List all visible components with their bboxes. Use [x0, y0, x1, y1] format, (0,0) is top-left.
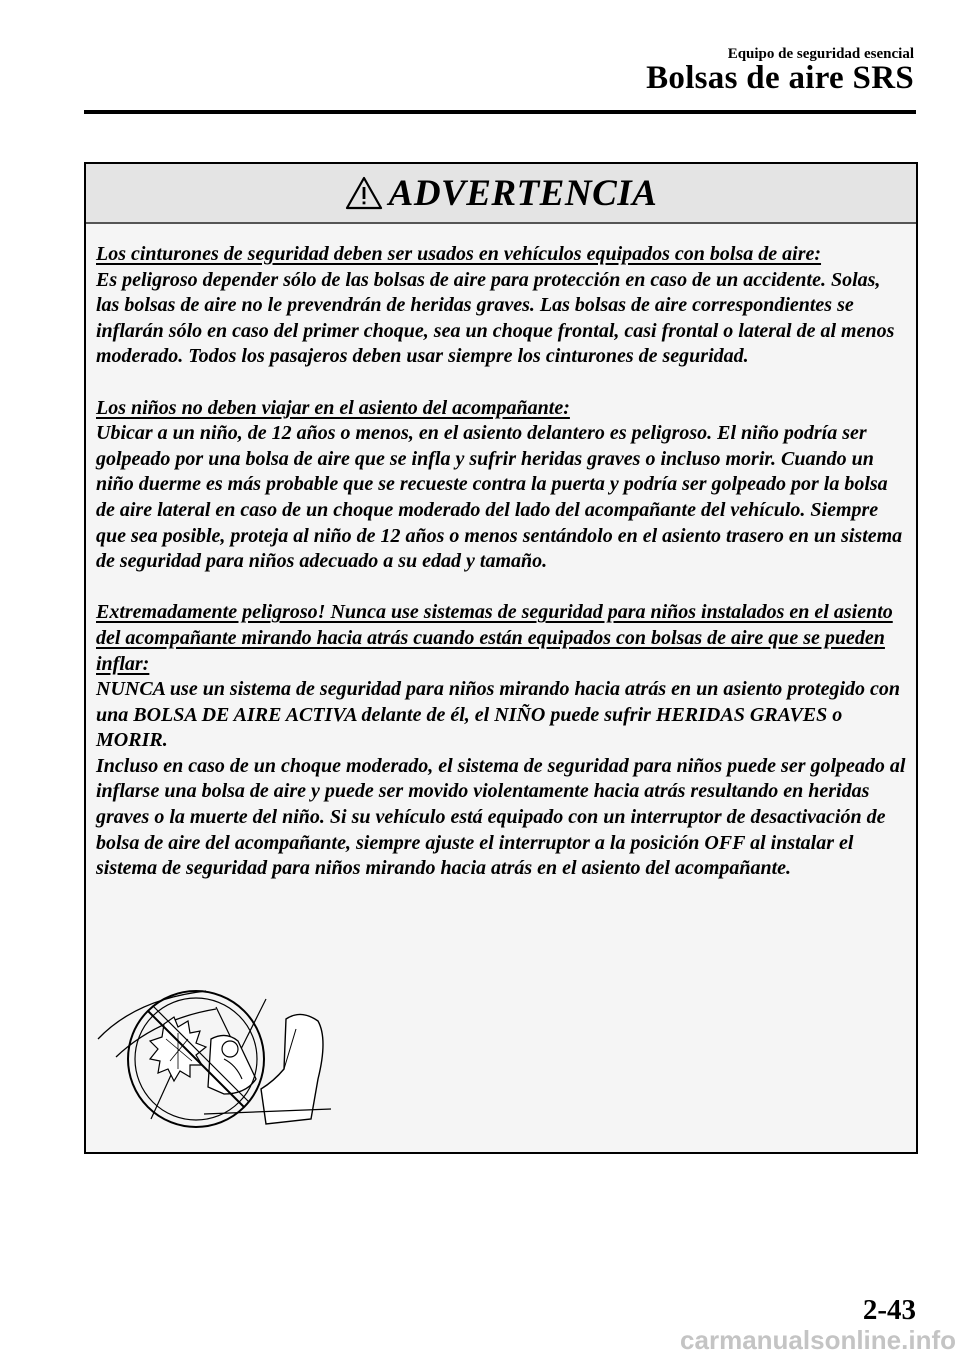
paragraph-text: NUNCA use un sistema de seguridad para niños mirando hacia atrás en un asiento protegido con una BOLSA DE AIRE ACTIVA delante de él, el NIÑO puede sufrir HERIDAS GRAVES o MORIR.	[96, 678, 901, 752]
paragraph-text-continued: Incluso en caso de un choque moderado, el sistema de seguridad para niños puede ser golpeado al inflarse una bolsa de aire y puede ser movido violentamente hacia atrás resultando en heridas graves o la muerte del niño. Si su vehículo está equipado con un interruptor de desactivación de bolsa de aire del acompañante, siempre ajuste el interruptor a la posición OFF al instalar el sistema de seguridad para niños mirando hacia atrás en el asiento del acompañante.	[96, 754, 906, 880]
paragraph-text: Es peligroso depender sólo de las bolsas de aire para protección en caso de un accidente. Solas, las bolsas de aire no le prevendrán de heridas graves. Las bolsas de aire correspondientes se inflarán sólo en caso del primer choque, sea un choque frontal, casi frontal o lateral de al menos moderado. Todos los pasajeros deben usar siempre los cinturones de seguridad.	[96, 268, 895, 368]
watermark: carmanualsonline.info	[680, 1325, 956, 1355]
section-label: Equipo de seguridad esencial	[727, 46, 914, 62]
warning-triangle-icon	[345, 176, 383, 210]
warning-paragraph-children	[96, 396, 906, 575]
prohibited-rear-facing-child-seat-airbag-icon	[96, 969, 336, 1134]
warning-paragraph-rear-facing	[96, 600, 906, 882]
page-number: 2-43	[862, 1294, 916, 1326]
paragraph-heading: Los cinturones de seguridad deben ser usados en vehículos equipados con bolsa de aire:	[96, 243, 822, 265]
page-title: Bolsas de aire SRS	[646, 60, 914, 96]
paragraph-text: Ubicar a un niño, de 12 años o menos, en el asiento delantero es peligroso. El niño podría ser golpeado por una bolsa de aire que se infla y sufrir heridas graves o incluso morir. Cuando un niño duerme es más probable que se recueste contra la puerta y podría ser golpeado por la bolsa de aire lateral en caso de un choque moderado del lado del acompañante del vehículo. Siempre que sea posible, proteja al niño de 12 años o menos sentándolo en el asiento trasero en un sistema de seguridad para niños adecuado a su edad y tamaño.	[96, 422, 903, 573]
header-divider	[84, 110, 916, 114]
warning-box	[84, 162, 918, 1154]
paragraph-heading: Los niños no deben viajar en el asiento del acompañante:	[96, 396, 570, 419]
paragraph-heading: Extremadamente peligroso! Nunca use sistemas de seguridad para niños instalados en el asiento del acompañante mirando hacia atrás cuando están equipados con bolsas de aire que se pueden inflar:	[96, 601, 893, 675]
warning-paragraph-seatbelts	[96, 242, 906, 370]
warning-header	[86, 164, 916, 224]
warning-body	[86, 224, 916, 882]
warning-title: ADVERTENCIA	[388, 172, 658, 214]
